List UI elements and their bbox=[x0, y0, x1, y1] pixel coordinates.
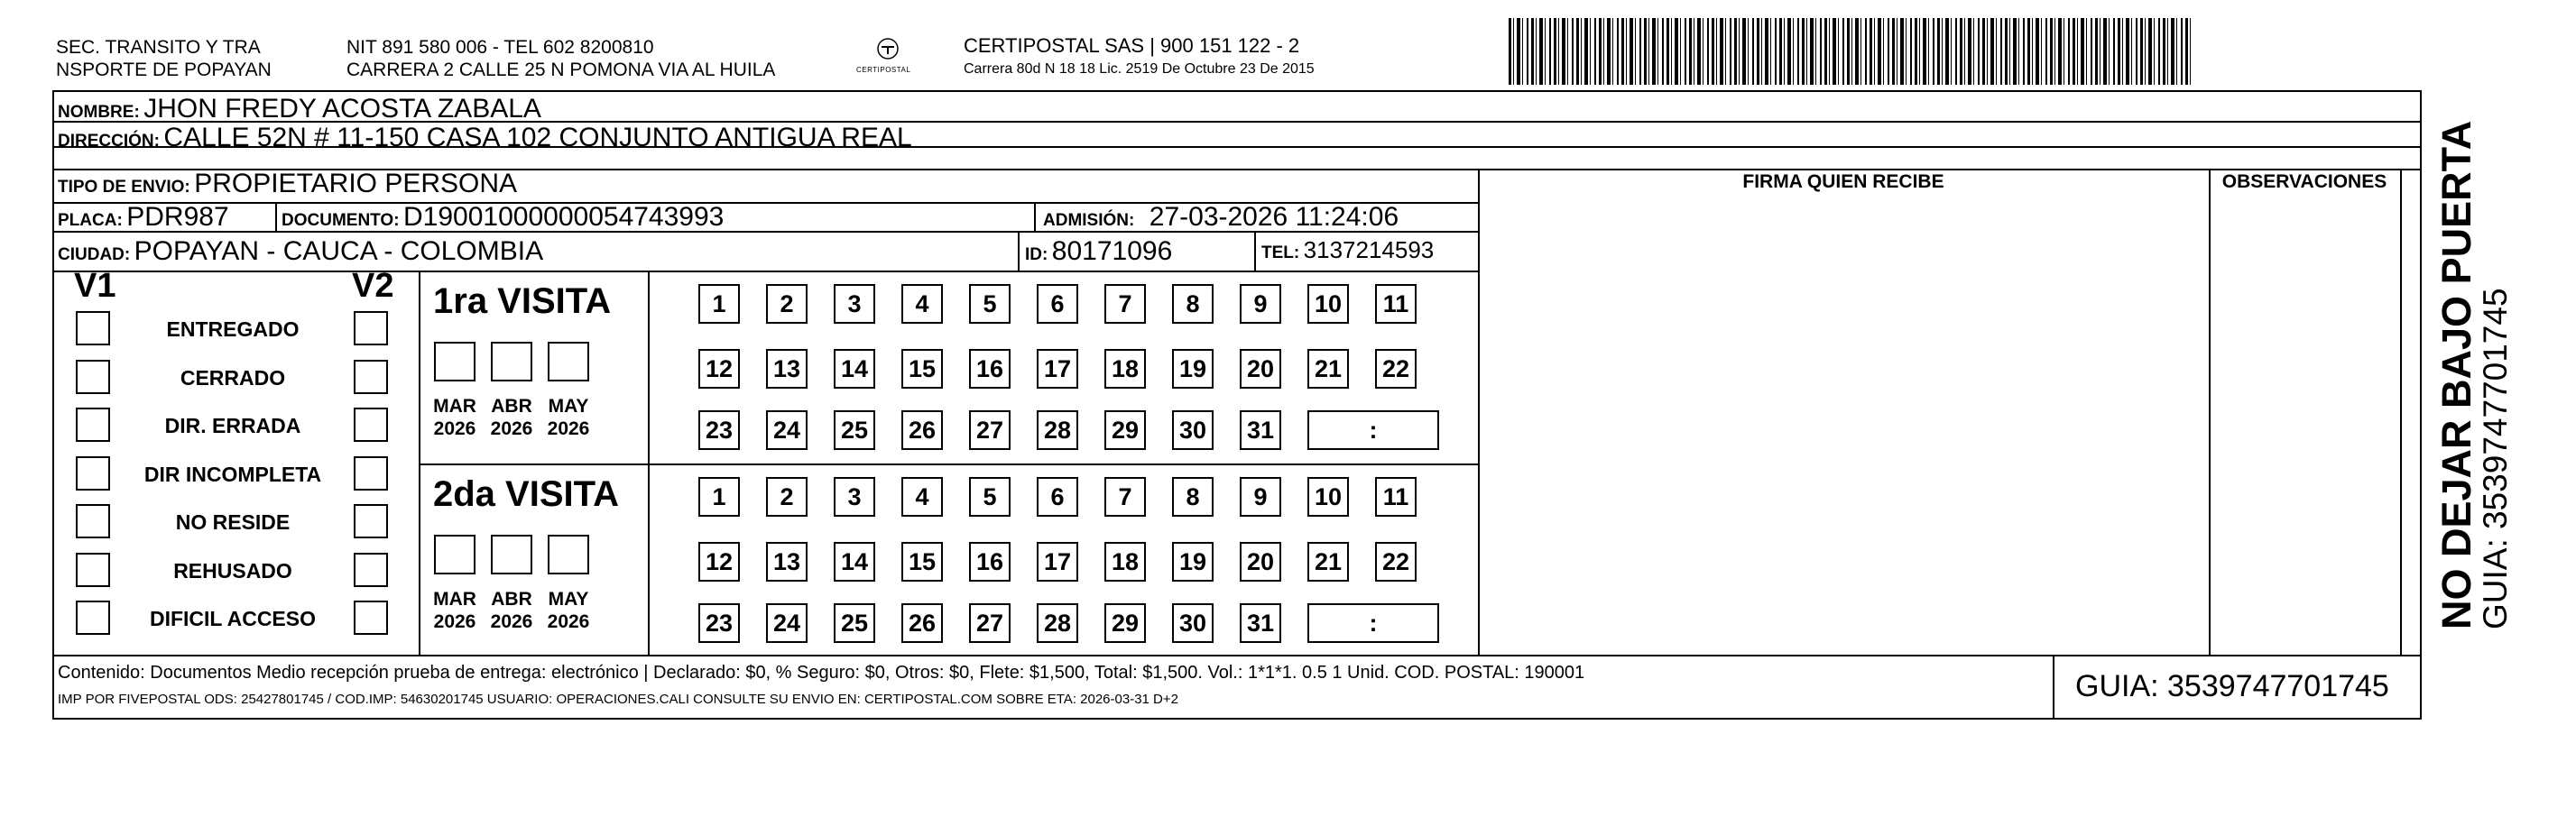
time-field[interactable]: : bbox=[1307, 410, 1439, 450]
month-checkbox[interactable] bbox=[548, 535, 589, 574]
day-box[interactable]: 4 bbox=[901, 284, 943, 324]
tel-field bbox=[1261, 236, 1434, 264]
day-box[interactable]: 18 bbox=[1104, 542, 1146, 582]
status-label: DIFICIL ACCESO bbox=[149, 607, 316, 630]
v1-checkbox[interactable] bbox=[76, 311, 110, 345]
day-box[interactable]: 22 bbox=[1375, 349, 1417, 389]
day-box[interactable]: 2 bbox=[766, 477, 808, 517]
direccion-label: DIRECCIÓN: bbox=[58, 132, 160, 151]
ciudad-value: POPAYAN - CAUCA - COLOMBIA bbox=[134, 236, 544, 266]
status-label: ENTREGADO bbox=[166, 317, 300, 341]
v2-checkbox[interactable] bbox=[354, 408, 388, 442]
day-box[interactable]: 14 bbox=[834, 542, 875, 582]
footer-contenido: Contenido: Documentos Medio recepción prueba de entrega: electrónico | Declarado: $0, % Seguro: $0, Otros: $0, Flete: $1,500, Total: $1,500. Vol.: 1*1*1. 0.5 1 Unid. COD. POSTAL: 190001 bbox=[58, 663, 1585, 683]
v1-checkbox[interactable] bbox=[76, 360, 110, 394]
day-box[interactable]: 1 bbox=[698, 477, 740, 517]
logo-icon bbox=[862, 36, 914, 83]
sender-contact bbox=[346, 36, 775, 81]
certipostal-logo bbox=[856, 36, 914, 83]
sender-line-1: SEC. TRANSITO Y TRA bbox=[56, 37, 261, 58]
month-label bbox=[485, 395, 539, 440]
day-box[interactable]: 25 bbox=[834, 410, 875, 450]
sender-block bbox=[56, 36, 272, 81]
day-box[interactable]: 22 bbox=[1375, 542, 1417, 582]
nombre-row bbox=[58, 94, 541, 124]
day-box[interactable]: 5 bbox=[969, 284, 1011, 324]
day-box[interactable]: 27 bbox=[969, 410, 1011, 450]
day-box[interactable]: 30 bbox=[1172, 603, 1214, 643]
day-box[interactable]: 7 bbox=[1104, 477, 1146, 517]
v2-checkbox[interactable] bbox=[354, 311, 388, 345]
v1-checkbox[interactable] bbox=[76, 408, 110, 442]
day-box[interactable]: 16 bbox=[969, 542, 1011, 582]
month-label bbox=[428, 395, 482, 440]
month-year: 2026 bbox=[433, 611, 476, 632]
day-box[interactable]: 28 bbox=[1037, 603, 1078, 643]
v2-checkbox[interactable] bbox=[354, 456, 388, 491]
admision-label: ADMISIÓN: bbox=[1043, 211, 1135, 230]
status-label: DIR. ERRADA bbox=[164, 414, 301, 437]
v2-checkbox[interactable] bbox=[354, 601, 388, 635]
month-checkbox[interactable] bbox=[491, 535, 532, 574]
day-box[interactable]: 31 bbox=[1240, 410, 1281, 450]
day-box[interactable]: 17 bbox=[1037, 542, 1078, 582]
day-box[interactable]: 26 bbox=[901, 410, 943, 450]
sender-line-2: NSPORTE DE POPAYAN bbox=[56, 60, 272, 80]
month-year: 2026 bbox=[490, 418, 533, 439]
firma-header: FIRMA QUIEN RECIBE bbox=[1742, 171, 1944, 192]
month-checkbox[interactable] bbox=[434, 342, 475, 381]
day-box[interactable]: 21 bbox=[1307, 542, 1349, 582]
tipo-label: TIPO DE ENVIO: bbox=[58, 178, 190, 197]
day-box[interactable]: 24 bbox=[766, 410, 808, 450]
day-box[interactable]: 6 bbox=[1037, 284, 1078, 324]
day-box[interactable]: 9 bbox=[1240, 477, 1281, 517]
v1-checkbox[interactable] bbox=[76, 456, 110, 491]
day-box[interactable]: 19 bbox=[1172, 349, 1214, 389]
month-checkbox[interactable] bbox=[434, 535, 475, 574]
month-label bbox=[541, 395, 596, 440]
month-checkbox[interactable] bbox=[491, 342, 532, 381]
nombre-value: JHON FREDY ACOSTA ZABALA bbox=[143, 94, 541, 124]
company-line: CERTIPOSTAL SAS | 900 151 122 - 2 bbox=[964, 34, 1300, 57]
admision-value: 27-03-2026 11:24:06 bbox=[1149, 202, 1399, 232]
month-label bbox=[541, 588, 596, 633]
day-box[interactable]: 8 bbox=[1172, 477, 1214, 517]
day-box[interactable]: 9 bbox=[1240, 284, 1281, 324]
logo-text: CERTIPOSTAL bbox=[856, 66, 911, 74]
day-box[interactable]: 31 bbox=[1240, 603, 1281, 643]
barcode bbox=[1509, 18, 2193, 85]
day-box[interactable]: 18 bbox=[1104, 349, 1146, 389]
status-label: DIR INCOMPLETA bbox=[143, 462, 322, 486]
status-label: REHUSADO bbox=[173, 558, 292, 583]
day-box[interactable]: 3 bbox=[834, 477, 875, 517]
month-name: MAR bbox=[433, 589, 476, 610]
month-label bbox=[485, 588, 539, 633]
v2-label: V2 bbox=[352, 267, 394, 305]
day-box[interactable]: 2 bbox=[766, 284, 808, 324]
day-box[interactable]: 12 bbox=[698, 349, 740, 389]
v1-checkbox[interactable] bbox=[76, 601, 110, 635]
ciudad-field bbox=[58, 236, 543, 267]
no-dejar-bajo-puerta: NO DEJAR BAJO PUERTA bbox=[2433, 120, 2479, 629]
v1-checkbox[interactable] bbox=[76, 553, 110, 587]
v2-checkbox[interactable] bbox=[354, 504, 388, 538]
day-box[interactable]: 27 bbox=[969, 603, 1011, 643]
visit-title: 1ra VISITA bbox=[433, 281, 612, 321]
day-box[interactable]: 26 bbox=[901, 603, 943, 643]
day-box[interactable]: 13 bbox=[766, 349, 808, 389]
v2-checkbox[interactable] bbox=[354, 360, 388, 394]
side-note bbox=[2433, 120, 2514, 629]
day-box[interactable]: 25 bbox=[834, 603, 875, 643]
day-box[interactable]: 4 bbox=[901, 477, 943, 517]
v1-label: V1 bbox=[74, 267, 116, 305]
day-box[interactable]: 6 bbox=[1037, 477, 1078, 517]
documento-value: D19001000000054743993 bbox=[403, 202, 725, 232]
id-field bbox=[1025, 236, 1172, 267]
id-label: ID: bbox=[1025, 245, 1048, 264]
day-box[interactable]: 30 bbox=[1172, 410, 1214, 450]
admision-field bbox=[1043, 202, 1399, 233]
day-box[interactable]: 5 bbox=[969, 477, 1011, 517]
day-box[interactable]: 10 bbox=[1307, 477, 1349, 517]
month-year: 2026 bbox=[547, 418, 590, 439]
month-name: MAR bbox=[433, 396, 476, 417]
status-label: CERRADO bbox=[180, 365, 286, 390]
day-box[interactable]: 20 bbox=[1240, 349, 1281, 389]
ciudad-label: CIUDAD: bbox=[58, 245, 131, 264]
footer-guia: GUIA: 3539747701745 bbox=[2075, 669, 2389, 703]
month-label bbox=[428, 588, 482, 633]
month-name: ABR bbox=[491, 589, 532, 610]
day-box[interactable]: 10 bbox=[1307, 284, 1349, 324]
nombre-label: NOMBRE: bbox=[58, 103, 140, 122]
day-box[interactable]: 20 bbox=[1240, 542, 1281, 582]
tipo-row bbox=[58, 169, 517, 199]
tel-value: 3137214593 bbox=[1303, 236, 1435, 263]
month-year: 2026 bbox=[490, 611, 533, 632]
month-name: ABR bbox=[491, 396, 532, 417]
month-name: MAY bbox=[548, 589, 589, 610]
month-year: 2026 bbox=[547, 611, 590, 632]
month-year: 2026 bbox=[433, 418, 476, 439]
day-box[interactable]: 7 bbox=[1104, 284, 1146, 324]
day-box[interactable]: 23 bbox=[698, 603, 740, 643]
day-box[interactable]: 28 bbox=[1037, 410, 1078, 450]
day-box[interactable]: 3 bbox=[834, 284, 875, 324]
sender-address: CARRERA 2 CALLE 25 N POMONA VIA AL HUILA bbox=[346, 60, 776, 80]
day-box[interactable]: 29 bbox=[1104, 603, 1146, 643]
placa-label: PLACA: bbox=[58, 211, 123, 230]
id-value: 80171096 bbox=[1051, 236, 1173, 266]
v1-checkbox[interactable] bbox=[76, 504, 110, 538]
visit-title: 2da VISITA bbox=[433, 474, 619, 514]
side-guia: GUIA: 3539747701745 bbox=[2477, 288, 2514, 629]
documento-label: DOCUMENTO: bbox=[282, 211, 400, 230]
month-checkbox[interactable] bbox=[548, 342, 589, 381]
company-address: Carrera 80d N 18 18 Lic. 2519 De Octubre 23 De 2015 bbox=[964, 61, 1315, 77]
day-box[interactable]: 19 bbox=[1172, 542, 1214, 582]
day-box[interactable]: 11 bbox=[1375, 284, 1417, 324]
day-box[interactable]: 8 bbox=[1172, 284, 1214, 324]
day-box[interactable]: 12 bbox=[698, 542, 740, 582]
observaciones-header: OBSERVACIONES bbox=[2221, 171, 2387, 192]
placa-field bbox=[58, 202, 229, 233]
v2-checkbox[interactable] bbox=[354, 553, 388, 587]
day-box[interactable]: 14 bbox=[834, 349, 875, 389]
day-box[interactable]: 15 bbox=[901, 542, 943, 582]
time-field[interactable]: : bbox=[1307, 603, 1439, 643]
month-name: MAY bbox=[548, 396, 589, 417]
tipo-value: PROPIETARIO PERSONA bbox=[194, 169, 518, 198]
day-box[interactable]: 23 bbox=[698, 410, 740, 450]
day-box[interactable]: 1 bbox=[698, 284, 740, 324]
direccion-row bbox=[58, 123, 912, 153]
day-box[interactable]: 17 bbox=[1037, 349, 1078, 389]
day-box[interactable]: 16 bbox=[969, 349, 1011, 389]
day-box[interactable]: 13 bbox=[766, 542, 808, 582]
day-box[interactable]: 24 bbox=[766, 603, 808, 643]
direccion-value: CALLE 52N # 11-150 CASA 102 CONJUNTO ANTIGUA REAL bbox=[163, 123, 912, 152]
day-box[interactable]: 29 bbox=[1104, 410, 1146, 450]
nit-line: NIT 891 580 006 - TEL 602 8200810 bbox=[346, 37, 654, 58]
day-box[interactable]: 21 bbox=[1307, 349, 1349, 389]
day-box[interactable]: 15 bbox=[901, 349, 943, 389]
placa-value: PDR987 bbox=[126, 202, 229, 232]
footer-imp: IMP POR FIVEPOSTAL ODS: 25427801745 / COD.IMP: 54630201745 USUARIO: OPERACIONES.CALI CONSULTE SU ENVIO EN: CERTIPOSTAL.COM SOBRE ETA: 2026-03-31 D+2 bbox=[58, 692, 1178, 707]
status-label: NO RESIDE bbox=[175, 510, 291, 534]
documento-field bbox=[282, 202, 724, 233]
day-box[interactable]: 11 bbox=[1375, 477, 1417, 517]
tel-label: TEL: bbox=[1261, 243, 1300, 262]
